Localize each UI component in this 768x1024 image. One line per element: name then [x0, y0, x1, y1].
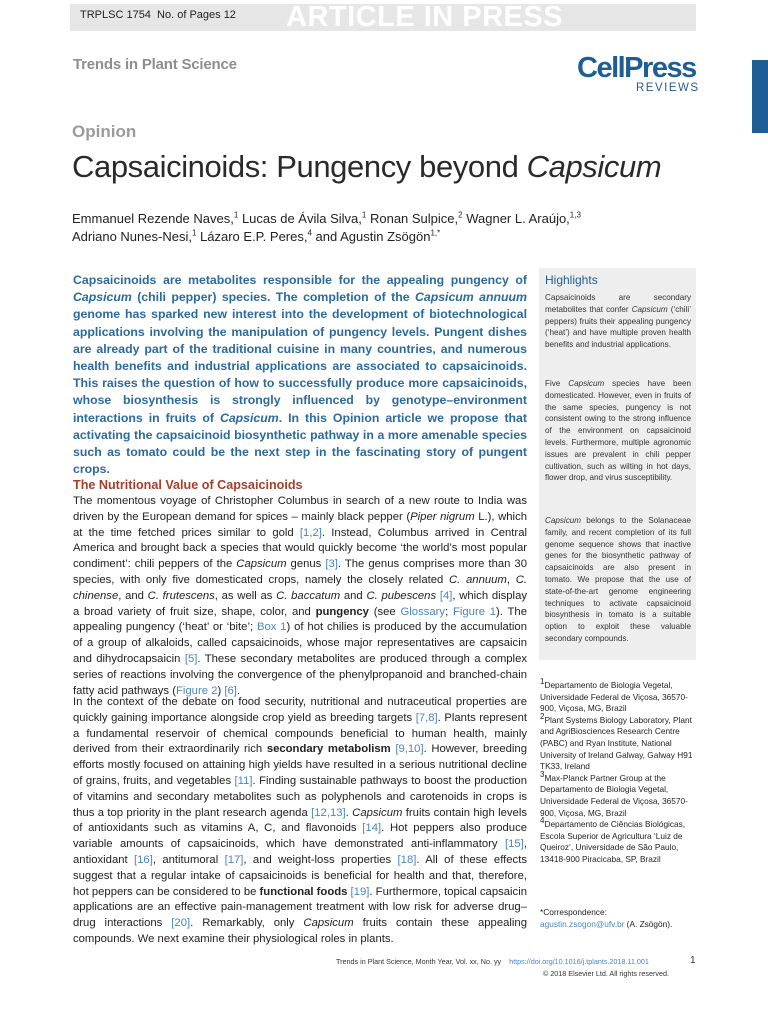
text-run: species have been domesticated. However, even in fruits of the same species, pungency is not consistent owing to the strong influence of the environment on capsaicinoid levels. Furthermore, multiple agronomic issues are prevalent in chili pepper cultivation, such as wilting in hot days, flower drop, and virus susceptibility.: [545, 379, 692, 483]
affiliation-marker: 1: [540, 677, 545, 687]
affiliation-entry: [540, 816, 696, 865]
text-run: . All of these effects suggest that a regular intake of capsaicinoids is beneficial for health and that, therefore, hot peppers can be considered to be: [73, 853, 527, 898]
affiliation-entry: [540, 769, 696, 819]
citation-link[interactable]: [12,13]: [311, 806, 346, 819]
italic-text: C. frutescens: [147, 589, 215, 602]
author-name: Emmanuel Rezende Naves,: [72, 211, 234, 226]
citation-link[interactable]: [19]: [350, 885, 370, 898]
italic-text: Capsicum: [303, 917, 354, 930]
affiliation-text: Departamento de Ciências Biológicas, Escola Superior de Agricultura ‘Luiz de Queiroz’, Universidade de São Paulo, 13418-900 Piracicaba, SP, Brazil: [540, 819, 686, 864]
citation-link[interactable]: [14]: [362, 822, 382, 835]
citation-link[interactable]: Glossary: [400, 605, 446, 618]
author-name: and Agustin Zsögön: [315, 229, 431, 244]
cellpress-reviews-label: REVIEWS: [636, 82, 700, 94]
text-run: genus: [286, 558, 326, 571]
citation-link[interactable]: [17]: [224, 853, 244, 866]
glossary-term: secondary metabolism: [266, 743, 391, 756]
text-run: L.), which at the time fetched prices similar to gold: [73, 510, 528, 539]
highlight-item: [545, 292, 691, 351]
citation-link[interactable]: [5]: [184, 652, 198, 665]
page-number: 1: [690, 955, 696, 966]
text-run: . The genus comprises more than 30 species, with only five domesticated crops, namely the closely related: [73, 558, 528, 586]
text-run: fruits contain high levels of antioxidants such as vitamins A, C, and flavonoids: [73, 806, 527, 835]
text-run: Capsaicinoids are metabolites responsible for the appealing pungency of: [73, 273, 527, 287]
author-affiliation-marker: 1: [361, 210, 367, 220]
highlights-title: Highlights: [545, 273, 598, 287]
text-run: , antitumoral: [152, 853, 225, 866]
citation-link[interactable]: [7,8]: [415, 711, 438, 724]
text-run: , and: [118, 589, 148, 602]
highlight-item: [545, 515, 691, 645]
citation-link[interactable]: [11]: [234, 774, 253, 787]
text-run: The momentous voyage of Christopher Columbus in search of a new route to India was driven by the European demand for spices – mainly black pepper (: [73, 495, 527, 523]
text-run: . Hot peppers also produce variable amounts of capsaicinoids, which have demonstrated anti-inflammatory: [73, 822, 528, 851]
citation-link[interactable]: [3]: [325, 558, 338, 571]
text-run: . These secondary metabolites are produced through a complex series of reactions involving the convergence of the phenylpropanoid and branched-chain fatty acid pathways (: [73, 652, 527, 697]
italic-text: C. chinense: [73, 573, 527, 602]
text-run: (‘chili’ peppers) fruits their appealing pungency (‘heat’) and have multiple proven health benefits and industrial applications.: [545, 304, 692, 350]
text-run: belongs to the Solanaceae family, and recent completion of its full genome sequence shows that inactive genes for the biosynthetic pathway of capsaicinoids are also present in tomato. We propose that the use of state-of-the-art genome engineering techniques to activate capsaicinoid biosynthesis in tomato is a suitable option to exploit these valuable secondary compounds.: [545, 516, 691, 643]
author-affiliation-marker: 1: [233, 210, 239, 220]
text-run: ;: [445, 605, 453, 618]
text-run: ): [217, 684, 225, 697]
text-run: . In this Opinion article we propose that activating the capsaicinoid biosynthetic pathway in a more amenable species such as tomato could be the next step in the fascinating story of pungent crops.: [73, 410, 527, 477]
text-run: and: [340, 589, 367, 602]
glossary-term: functional foods: [259, 885, 348, 898]
text-run: (see: [368, 605, 401, 618]
text-run: Capsaicinoids are secondary metabolites that confer: [545, 293, 691, 314]
copyright: © 2018 Elsevier Ltd. All rights reserved.: [543, 969, 669, 978]
citation-link[interactable]: [9,10]: [395, 743, 424, 756]
author-name: Lázaro E.P. Peres,: [200, 229, 308, 244]
citation-link[interactable]: [4]: [439, 589, 453, 602]
author-affiliation-marker: 4: [307, 228, 312, 238]
author-affiliation-marker: 1: [191, 228, 197, 238]
citation-link[interactable]: [16]: [134, 853, 153, 866]
citation-link[interactable]: [20]: [171, 917, 191, 930]
abstract: [73, 272, 527, 478]
correspondence-email-link[interactable]: agustin.zsogon@ufv.br: [540, 918, 625, 929]
text-run: . Instead, Columbus arrived in Central America and brought back a species that would quickly become ‘the world’s most popular condiment’: chili peppers of the: [73, 526, 527, 571]
highlight-item: [545, 378, 691, 484]
body-paragraph-2: [73, 695, 527, 948]
italic-text: Capsicum: [73, 290, 132, 305]
correspondence: [540, 907, 696, 930]
citation-link[interactable]: [6]: [224, 684, 237, 697]
text-run: , which display a broad variety of fruit size, shape, color, and: [73, 589, 527, 618]
glossary-term: pungency: [315, 605, 369, 618]
correspondence-name: (A. Zsögön).: [624, 918, 673, 929]
italic-text: Capsicum: [219, 410, 279, 425]
citation-link[interactable]: Box 1: [256, 621, 287, 634]
cellpress-logo: CellPress: [577, 52, 696, 84]
text-run: , antioxidant: [73, 838, 527, 866]
text-run: . Remarkably, only: [190, 917, 304, 930]
side-tab-marker: [752, 60, 768, 133]
citation-link[interactable]: [15]: [505, 838, 524, 851]
affiliation-text: Departamento de Biologia Vegetal, Universidade Federal de Viçosa, 36570-900, Viçosa, MG, Brazil: [540, 680, 688, 714]
text-run: .: [236, 684, 241, 697]
author-affiliation-marker: 2: [458, 210, 463, 220]
text-run: . Furthermore, topical capsaicin applications are an effective pain-management treatment with low risk for adverse drug–drug interactions: [73, 885, 527, 930]
affiliation-marker: 2: [540, 712, 545, 722]
author-affiliation-marker: 1,*: [430, 228, 441, 238]
italic-text: Capsicum: [631, 304, 668, 314]
text-run: , as well as: [214, 589, 277, 602]
citation-link[interactable]: [1,2]: [299, 526, 322, 539]
text-run: (chili pepper) species. The completion of the: [131, 290, 415, 305]
title-main: Capsaicinoids: Pungency beyond: [72, 149, 527, 184]
affiliation-marker: 4: [540, 816, 545, 826]
affiliation-text: Plant Systems Biology Laboratory, Plant and AgriBiosciences Research Centre (PABC) and Ryan Institute, National University of Ireland Galway, Galway H91 TK33, Ireland: [540, 714, 693, 772]
correspondence-label: *Correspondence:: [540, 907, 607, 917]
text-run: ). The appealing pungency (‘heat’ or ‘bite’;: [73, 605, 527, 634]
italic-text: Capsicum annuum: [414, 290, 527, 305]
citation-text: Trends in Plant Science, Month Year, Vol. xx, No. yy: [336, 957, 502, 966]
citation-link[interactable]: Figure 1: [452, 605, 497, 618]
italic-text: Capsicum: [352, 806, 403, 819]
manuscript-id: TRPLSC 1754 No. of Pages 12: [80, 9, 236, 21]
text-run: .: [345, 806, 353, 819]
text-run: In the context of the debate on food security, nutritional and nutraceutical properties are quickly gaining importance alongside crop yield as breeding targets: [73, 696, 527, 724]
italic-text: C. annuum: [449, 573, 507, 586]
article-in-press-banner: ARTICLE IN PRESS: [286, 1, 564, 33]
author-name: Adriano Nunes-Nesi,: [72, 229, 192, 244]
author-name: Lucas de Ávila Silva,: [241, 211, 362, 226]
author-list-line-2: [72, 229, 440, 244]
title-italic: Capsicum: [526, 149, 662, 184]
affiliation-marker: 3: [540, 769, 545, 779]
italic-text: Capsicum: [545, 516, 581, 525]
italic-text: C. pubescens: [366, 589, 437, 602]
article-type: Opinion: [72, 122, 137, 141]
citation-link[interactable]: Figure 2: [175, 684, 218, 697]
text-run: fruits contain these appealing compounds. We next examine their physiological roles in plants.: [73, 917, 527, 945]
text-run: ) of hot chilies is produced by the accumulation of a group of alkaloids, called capsaicinoids, whose major representatives are capsaicin and dihydrocapsaicin: [73, 621, 527, 665]
text-run: . Plants represent a fundamental reservoir of chemical compounds beneficial to human health, mainly derived from their extraordinarily rich: [73, 711, 528, 756]
italic-text: C. baccatum: [276, 589, 341, 602]
journal-name: Trends in Plant Science: [73, 56, 237, 73]
affiliation-text: Max-Planck Partner Group at the Departamento de Biologia Vegetal, Universidade Federal de Viçosa, 36570-900, Viçosa, MG, Brazil: [540, 772, 688, 818]
text-run: Five: [545, 379, 569, 388]
body-paragraph-1: [73, 494, 527, 699]
text-run: . However, breeding efforts mostly focused on attaining high yields have resulted in a serious nutritional decline of grains, fruits, and vegetables: [73, 743, 528, 787]
affiliations: [540, 677, 696, 866]
italic-text: Capsicum: [568, 379, 605, 388]
citation-link[interactable]: [18]: [397, 853, 417, 866]
author-name: Wagner L. Araújo,: [466, 211, 570, 226]
author-affiliation-marker: 1,3: [569, 210, 581, 220]
article-title: [72, 149, 661, 185]
author-name: Ronan Sulpice,: [369, 211, 459, 226]
author-list-line-1: [72, 211, 581, 226]
text-run: . Finding sustainable pathways to boost the production of vitamins and secondary metabolites such as polyphenols and carotenoids in crops is thus a top priority in the plant research agenda: [73, 774, 527, 819]
italic-text: Capsicum: [236, 558, 287, 571]
section-heading: The Nutritional Value of Capsaicinoids: [73, 478, 303, 492]
text-run: , and weight-loss properties: [243, 853, 398, 866]
text-run: ,: [506, 573, 516, 586]
affiliation-entry: [540, 712, 696, 773]
affiliation-entry: [540, 677, 696, 715]
italic-text: Piper nigrum: [410, 510, 475, 523]
doi-link[interactable]: https://doi.org/10.1016/j.tplants.2018.11.001: [509, 957, 649, 966]
footer-citation: [336, 957, 649, 966]
text-run: genome has sparked new interest into the development of biotechnological applications involving the manipulation of pungency levels. Pungent dishes are already part of the traditional cuisine in many countries, and numerous health benefits and industrial applications are associated to capsaicinoids. This raises the question of how to successfully produce more capsaicinoids, whose biosynthesis is strongly influenced by genotype–environment interactions in fruits of: [73, 307, 527, 425]
